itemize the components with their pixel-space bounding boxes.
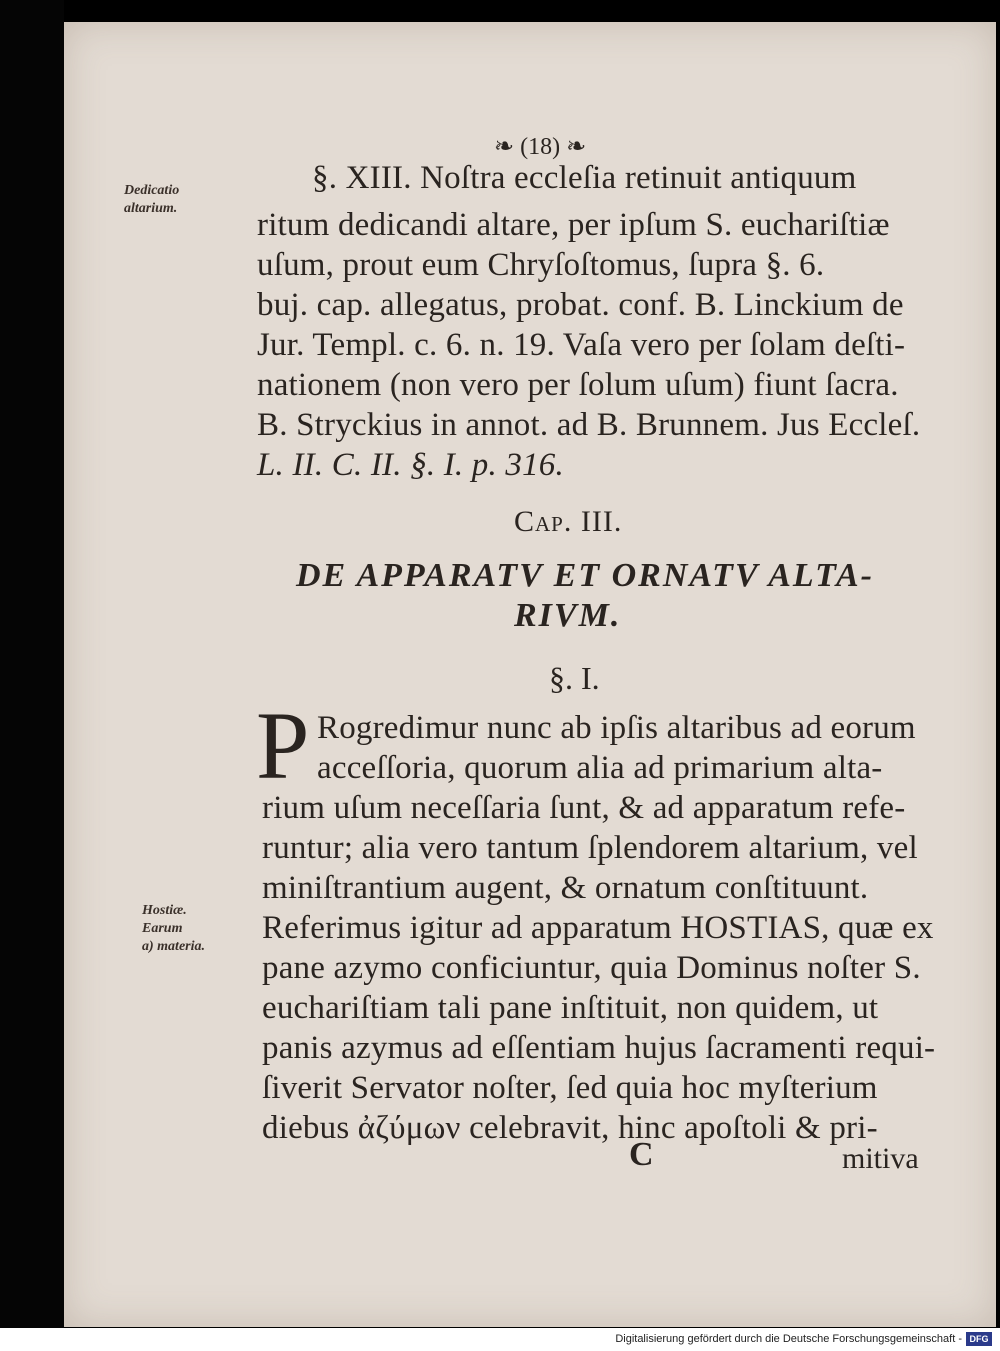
text-line: rium uſum neceſſaria ſunt, & ad apparatum refe- <box>262 790 906 826</box>
chapter-title-line2: RIVM. <box>514 597 622 634</box>
text-line: nationem (non vero per ſolum uſum) fiunt ſacra. <box>257 367 899 403</box>
text-line: Jur. Templ. c. 6. n. 19. Vaſa vero per ſolam deſti- <box>257 327 906 363</box>
text-line: diebus ἀζύμων celebravit, hinc apoſtoli & pri- <box>262 1110 878 1146</box>
margin-note-line: altarium. <box>124 201 178 216</box>
text-line: ſiverit Servator noſter, ſed quia hoc myſterium <box>262 1070 878 1106</box>
margin-note-line: Hostiæ. <box>142 903 187 918</box>
margin-note-dedicatio <box>124 182 179 218</box>
text-line: buj. cap. allegatus, probat. conf. B. Linckium de <box>257 287 904 323</box>
text-line: L. II. C. II. §. I. p. 316. <box>257 447 564 483</box>
text-line: acceſſoria, quorum alia ad primarium alta- <box>317 750 883 786</box>
text-line: miniſtrantium augent, & ornatum conſtituunt. <box>262 870 869 906</box>
text-line: Rogredimur nunc ab ipſis altaribus ad eorum <box>317 710 916 746</box>
text-line: Referimus igitur ad apparatum HOSTIAS, quæ ex <box>262 910 934 946</box>
signature-mark: C <box>629 1136 654 1173</box>
chapter-label: Cap. III. <box>514 505 623 538</box>
dfg-logo-icon: DFG <box>966 1332 992 1346</box>
margin-note-line: Dedicatio <box>124 183 180 198</box>
scan-left-border <box>0 0 64 1328</box>
footer-credit: Digitalisierung gefördert durch die Deutsche Forschungsgemeinschaft - <box>615 1333 962 1345</box>
drop-cap: P <box>256 692 310 799</box>
text-line: panis azymus ad eſſentiam hujus ſacramenti requi- <box>262 1030 936 1066</box>
text-line: ritum dedicandi altare, per ipſum S. euchariſtiæ <box>257 207 890 243</box>
text-line: runtur; alia vero tantum ſplendorem altarium, vel <box>262 830 918 866</box>
chapter-title-line1: DE APPARATV ET ORNATV ALTA- <box>296 557 874 594</box>
book-page <box>64 22 996 1327</box>
margin-note-hostiae <box>142 902 205 956</box>
text-line: §. XIII. Noſtra eccleſia retinuit antiquum <box>312 160 857 196</box>
margin-note-line: a) materia. <box>142 939 205 954</box>
text-line: pane azymo conficiuntur, quia Dominus noſter S. <box>262 950 921 986</box>
margin-note-line: Earum <box>142 921 183 936</box>
page-number-header: ❧ (18) ❧ <box>494 134 587 160</box>
footer-bar <box>0 1328 1000 1351</box>
text-line: B. Stryckius in annot. ad B. Brunnem. Jus Eccleſ. <box>257 407 921 443</box>
catchword: mitiva <box>842 1142 919 1175</box>
section-marker: §. I. <box>549 660 600 696</box>
text-line: uſum, prout eum Chryſoſtomus, ſupra §. 6. <box>257 247 825 283</box>
text-line: euchariſtiam tali pane inſtituit, non quidem, ut <box>262 990 879 1026</box>
